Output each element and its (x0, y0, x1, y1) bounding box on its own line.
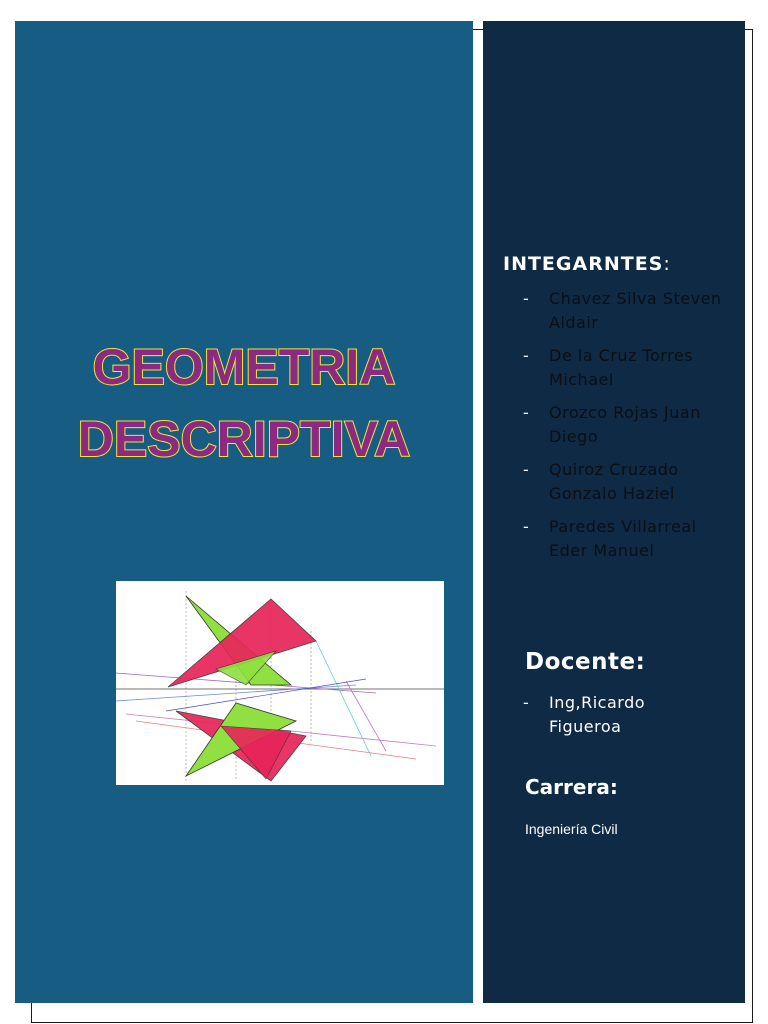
list-item (523, 287, 723, 335)
list-item (523, 344, 723, 392)
member-name: Paredes Villarreal Eder Manuel (549, 517, 697, 560)
teacher-list (523, 691, 673, 748)
teacher-name: Ing,Ricardo Figueroa (549, 693, 646, 736)
list-item (523, 515, 723, 563)
list-dash: - (523, 289, 530, 308)
members-heading-text: INTEGARNTES (503, 253, 664, 275)
title-line-1: GEOMETRIA (92, 339, 396, 395)
members-list (523, 287, 723, 572)
member-name: Orozco Rojas Juan Diego (549, 403, 701, 446)
list-item (523, 401, 723, 449)
members-heading-colon: : (663, 253, 671, 275)
member-name: De la Cruz Torres Michael (549, 346, 694, 389)
member-name: Chavez Silva Steven Aldair (549, 289, 722, 332)
cover-title (15, 331, 473, 475)
list-dash: - (523, 403, 530, 422)
career-heading: Carrera: (525, 775, 618, 799)
teacher-heading: Docente: (525, 649, 646, 675)
list-dash: - (523, 693, 530, 712)
career-value: Ingeniería Civil (525, 821, 618, 837)
cover-left-panel (15, 21, 473, 1003)
cover-right-panel (483, 21, 745, 1003)
list-item (523, 458, 723, 506)
list-dash: - (523, 517, 530, 536)
list-item (523, 691, 673, 739)
members-heading (503, 253, 671, 275)
title-line-2: DESCRIPTIVA (77, 411, 411, 467)
member-name: Quiroz Cruzado Gonzalo Haziel (549, 460, 679, 503)
list-dash: - (523, 346, 530, 365)
descriptive-geometry-drawing (116, 581, 444, 785)
list-dash: - (523, 460, 530, 479)
